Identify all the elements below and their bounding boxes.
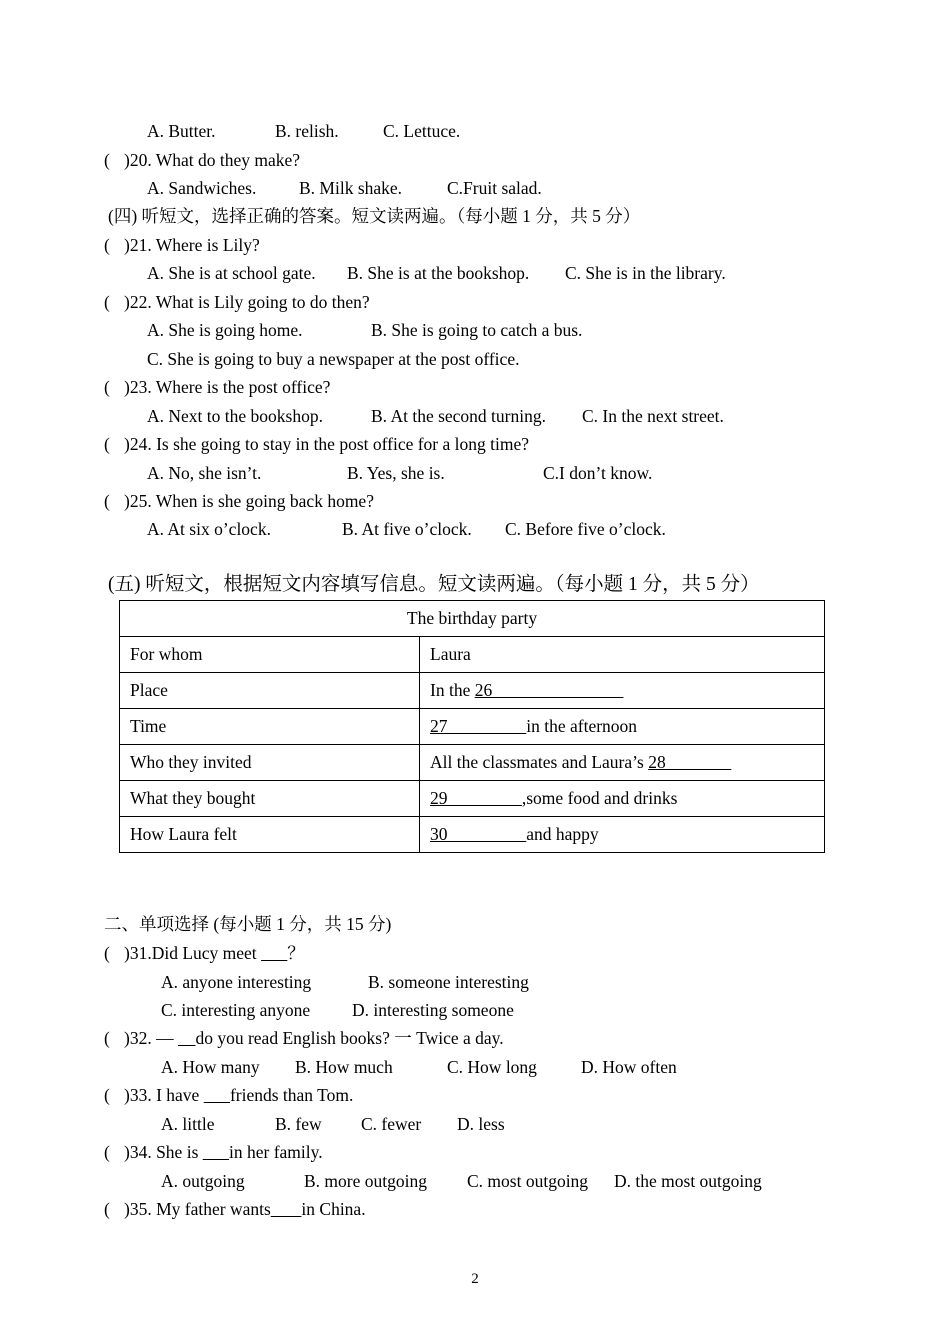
q22-paren: ( xyxy=(104,292,110,312)
q32-question xyxy=(124,1027,504,1049)
q33-option-a: A. little xyxy=(161,1114,215,1134)
table-row xyxy=(120,817,825,853)
q31-option-b: B. someone interesting xyxy=(368,972,529,992)
q34-option-d: D. the most outgoing xyxy=(614,1171,762,1191)
q24-paren: ( xyxy=(104,434,110,454)
blank-26[interactable]: 26 xyxy=(474,680,624,700)
table-row xyxy=(120,709,825,745)
row-value xyxy=(420,637,825,673)
q35-paren: ( xyxy=(104,1199,110,1219)
q22-option-b: B. She is going to catch a bus. xyxy=(371,320,583,340)
row-value-text: All the classmates and Laura’s xyxy=(430,752,649,772)
q35-blank[interactable] xyxy=(271,1199,302,1219)
q34-paren: ( xyxy=(104,1142,110,1162)
row-value-text: Laura xyxy=(430,644,471,664)
table-row xyxy=(120,745,825,781)
row-value xyxy=(420,781,825,817)
row-value-text: in the afternoon xyxy=(526,716,638,736)
row-label: What they bought xyxy=(120,781,420,817)
row-value xyxy=(420,745,825,781)
q31-text-pre: )31.Did Lucy meet xyxy=(124,943,262,963)
q23-option-a: A. Next to the bookshop. xyxy=(147,406,323,426)
q32-option-c: C. How long xyxy=(447,1057,537,1077)
row-label: Time xyxy=(120,709,420,745)
q19-option-a: A. Butter. xyxy=(147,121,216,141)
blank-29[interactable]: 29 xyxy=(430,788,522,808)
q22-option-c: C. She is going to buy a newspaper at the post office. xyxy=(147,349,520,369)
q21-option-b: B. She is at the bookshop. xyxy=(347,263,530,283)
table-row xyxy=(120,637,825,673)
q35-text-pre: )35. My father wants xyxy=(124,1199,271,1219)
q31-option-c: C. interesting anyone xyxy=(161,1000,311,1020)
q31-question xyxy=(124,942,305,964)
q20-option-b: B. Milk shake. xyxy=(299,178,403,198)
q32-blank[interactable] xyxy=(178,1028,196,1048)
q23-option-c: C. In the next street. xyxy=(582,406,724,426)
q21-option-c: C. She is in the library. xyxy=(565,263,726,283)
q23-option-b: B. At the second turning. xyxy=(371,406,546,426)
q32-option-a: A. How many xyxy=(161,1057,260,1077)
q21-option-a: A. She is at school gate. xyxy=(147,263,316,283)
row-label: Who they invited xyxy=(120,745,420,781)
row-label: Place xyxy=(120,673,420,709)
row-value-text: and happy xyxy=(526,824,599,844)
q31-option-d: D. interesting someone xyxy=(352,1000,514,1020)
row-value xyxy=(420,673,825,709)
blank-30[interactable]: 30 xyxy=(430,824,527,844)
birthday-party-table xyxy=(119,600,825,853)
q24-question: )24. Is she going to stay in the post office for a long time? xyxy=(124,434,530,454)
q33-text-post: friends than Tom. xyxy=(229,1085,354,1105)
page-number: 2 xyxy=(471,1271,479,1287)
q32-text-pre: )32. — xyxy=(124,1028,178,1048)
row-label: How Laura felt xyxy=(120,817,420,853)
q22-option-a: A. She is going home. xyxy=(147,320,303,340)
q23-question: )23. Where is the post office? xyxy=(124,377,331,397)
q33-option-d: D. less xyxy=(457,1114,505,1134)
q33-question xyxy=(124,1084,353,1106)
q34-question xyxy=(124,1141,323,1163)
table-title-row xyxy=(120,601,825,637)
q25-option-b: B. At five o’clock. xyxy=(342,519,472,539)
q22-question: )22. What is Lily going to do then? xyxy=(124,292,370,312)
q33-option-c: C. fewer xyxy=(361,1114,422,1134)
q33-paren: ( xyxy=(104,1085,110,1105)
q34-text-pre: )34. She is xyxy=(124,1142,203,1162)
q34-option-b: B. more outgoing xyxy=(304,1171,427,1191)
q20-question: )20. What do they make? xyxy=(124,150,301,170)
q31-text-post: ？ xyxy=(287,943,305,963)
part2-heading: 二、单项选择 (每小题 1 分，共 15 分) xyxy=(104,914,392,934)
q31-paren: ( xyxy=(104,943,110,963)
table-row xyxy=(120,781,825,817)
q19-option-c: C. Lettuce. xyxy=(383,121,461,141)
q33-text-pre: )33. I have xyxy=(124,1085,204,1105)
q32-paren: ( xyxy=(104,1028,110,1048)
q31-blank[interactable] xyxy=(261,943,287,963)
q34-text-post: in her family. xyxy=(229,1142,323,1162)
row-label: For whom xyxy=(120,637,420,673)
blank-27[interactable]: 27 xyxy=(430,716,527,736)
q24-option-b: B. Yes, she is. xyxy=(347,463,445,483)
q35-text-post: in China. xyxy=(301,1199,366,1219)
q34-option-c: C. most outgoing xyxy=(467,1171,589,1191)
q25-option-a: A. At six o’clock. xyxy=(147,519,271,539)
q34-option-a: A. outgoing xyxy=(161,1171,245,1191)
q32-text-post: do you read English books? 一 Twice a day. xyxy=(195,1028,504,1048)
q31-option-a: A. anyone interesting xyxy=(161,972,312,992)
section5-heading: (五) 听短文，根据短文内容填写信息。短文读两遍。（每小题 1 分，共 5 分） xyxy=(108,574,760,595)
q25-question: )25. When is she going back home? xyxy=(124,491,374,511)
q25-option-c: C. Before five o’clock. xyxy=(505,519,666,539)
table-title: The birthday party xyxy=(120,601,825,637)
q33-option-b: B. few xyxy=(275,1114,322,1134)
section4-heading: (四) 听短文，选择正确的答案。短文读两遍。（每小题 1 分，共 5 分） xyxy=(108,206,641,226)
row-value-text: In the xyxy=(430,680,475,700)
q24-option-a: A. No, she isn’t. xyxy=(147,463,262,483)
q21-question: )21. Where is Lily? xyxy=(124,235,260,255)
q24-option-c: C.I don’t know. xyxy=(543,463,653,483)
q33-blank[interactable] xyxy=(204,1085,230,1105)
q32-option-b: B. How much xyxy=(295,1057,393,1077)
q35-question xyxy=(124,1198,366,1220)
q23-paren: ( xyxy=(104,377,110,397)
q25-paren: ( xyxy=(104,491,110,511)
q20-paren: ( xyxy=(104,150,110,170)
row-value xyxy=(420,817,825,853)
q20-option-c: C.Fruit salad. xyxy=(447,178,542,198)
q19-option-b: B. relish. xyxy=(275,121,339,141)
row-value xyxy=(420,709,825,745)
q34-blank[interactable] xyxy=(203,1142,229,1162)
q32-option-d: D. How often xyxy=(581,1057,677,1077)
blank-28[interactable]: 28 xyxy=(648,752,732,772)
q20-option-a: A. Sandwiches. xyxy=(147,178,257,198)
q21-paren: ( xyxy=(104,235,110,255)
table-row xyxy=(120,673,825,709)
row-value-text: ,some food and drinks xyxy=(521,788,678,808)
